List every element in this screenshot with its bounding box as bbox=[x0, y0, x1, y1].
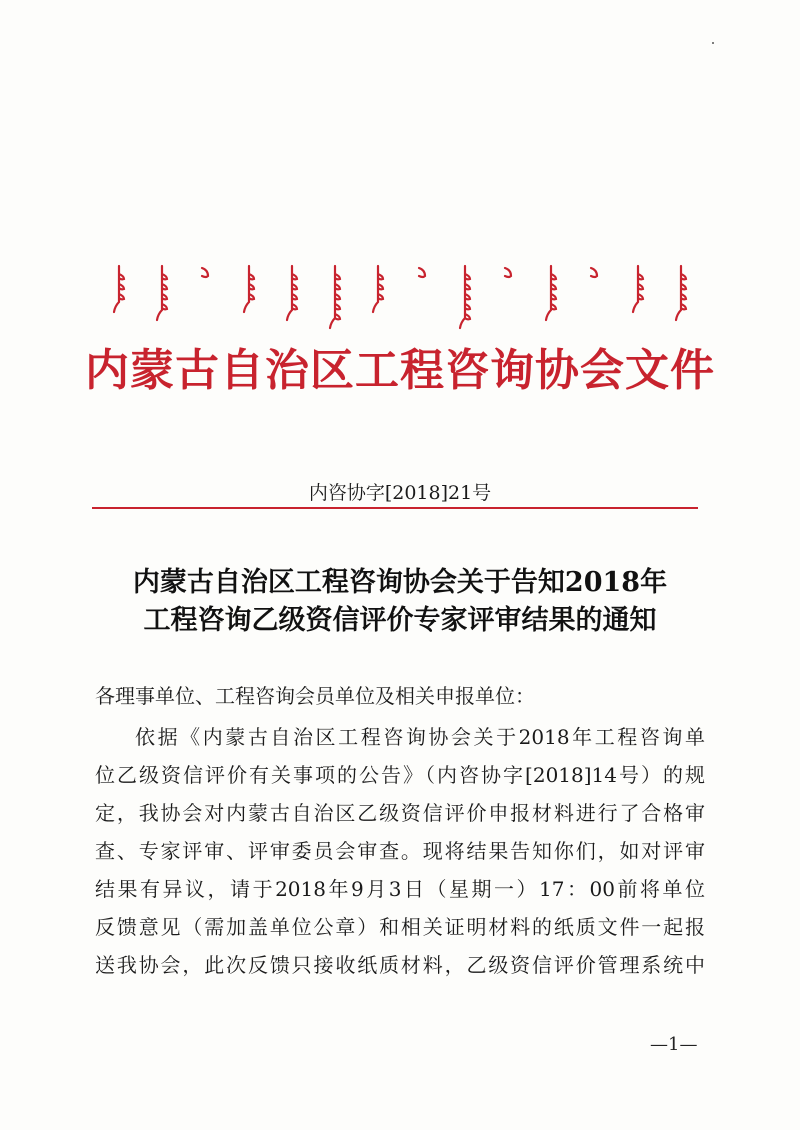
body-line: 位乙级资信评价有关事项的公告》（内咨协字[2018]14号）的规 bbox=[95, 763, 705, 787]
mongolian-glyph bbox=[415, 262, 429, 332]
mongolian-glyph bbox=[371, 262, 385, 332]
body-line: 反馈意见（需加盖单位公章）和相关证明材料的纸质文件一起报 bbox=[95, 915, 705, 939]
salutation: 各理事单位、工程咨询会员单位及相关申报单位： bbox=[95, 684, 535, 708]
mongolian-glyph bbox=[242, 262, 256, 332]
red-divider-line bbox=[92, 507, 698, 509]
scan-speck bbox=[712, 42, 714, 44]
mongolian-glyph bbox=[285, 262, 299, 332]
mongolian-glyph bbox=[155, 262, 169, 332]
body-paragraph bbox=[95, 718, 705, 984]
page-number: —1— bbox=[650, 1034, 698, 1055]
notice-title-line-2: 工程咨询乙级资信评价专家评审结果的通知 bbox=[143, 605, 657, 636]
body-line: 定，我协会对内蒙古自治区乙级资信评价申报材料进行了合格审 bbox=[95, 801, 705, 825]
body-line: 依据《内蒙古自治区工程咨询协会关于2018年工程咨询单 bbox=[135, 725, 705, 749]
mongolian-glyph bbox=[198, 262, 212, 332]
notice-title-line-1: 内蒙古自治区工程咨询协会关于告知2018年 bbox=[132, 567, 668, 598]
mongolian-glyph bbox=[674, 262, 688, 332]
mongolian-glyph bbox=[328, 262, 342, 332]
document-number: 内咨协字[2018]21号 bbox=[308, 482, 492, 504]
org-header-title: 内蒙古自治区工程咨询协会文件 bbox=[85, 345, 715, 396]
mongolian-glyph bbox=[458, 262, 472, 332]
mongolian-glyph bbox=[587, 262, 601, 332]
mongolian-script-header bbox=[112, 262, 688, 334]
body-line: 结果有异议，请于2018年9月3日（星期一）17：00前将单位 bbox=[95, 877, 705, 901]
mongolian-glyph bbox=[631, 262, 645, 332]
body-line: 送我协会，此次反馈只接收纸质材料，乙级资信评价管理系统中 bbox=[95, 953, 705, 977]
mongolian-glyph bbox=[501, 262, 515, 332]
mongolian-glyph bbox=[112, 262, 126, 332]
mongolian-glyph bbox=[544, 262, 558, 332]
body-line: 查、专家评审、评审委员会审查。现将结果告知你们，如对评审 bbox=[95, 839, 705, 863]
